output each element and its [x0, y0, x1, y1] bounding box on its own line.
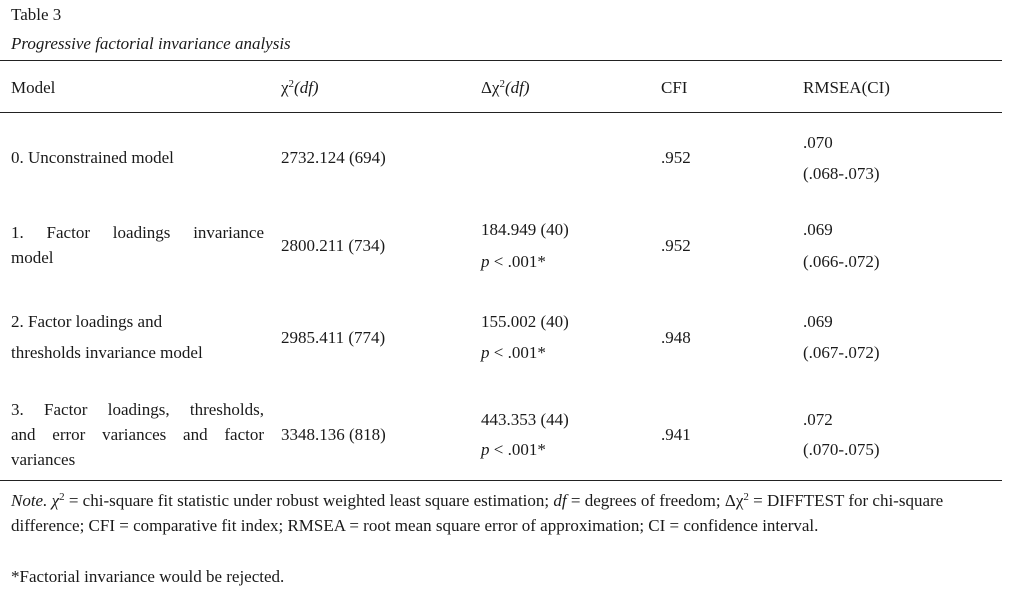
top-rule: [0, 60, 1002, 61]
row1-rmsea-ci: (.066-.072): [803, 252, 880, 271]
row2-model-line2: thresholds invariance model: [11, 343, 203, 362]
bottom-rule: [0, 480, 1002, 481]
row2-chi-square: 2985.411 (774): [281, 328, 386, 347]
row3-model-line3: variances: [11, 450, 76, 469]
row1-model-line2: model: [11, 248, 54, 267]
row2-delta-chi: 155.002 (40): [481, 312, 569, 331]
row3-rmsea: .072: [803, 410, 833, 429]
table-number: Table 3: [11, 5, 62, 24]
row3-model-line1: 3. Factor loadings, thresholds,: [11, 400, 264, 419]
row2-cfi: .948: [661, 328, 691, 347]
row3-rmsea-ci: (.070-.075): [803, 440, 880, 459]
row0-chi-square: 2732.124 (694): [281, 148, 386, 167]
row3-chi-square: 3348.136 (818): [281, 425, 386, 444]
row1-chi-square: 2800.211 (734): [281, 236, 386, 255]
row0-rmsea: .070: [803, 133, 833, 152]
header-rmsea: RMSEA(CI): [803, 78, 890, 97]
row0-cfi: .952: [661, 148, 691, 167]
note-label: Note.: [11, 491, 48, 510]
header-model: Model: [11, 78, 56, 97]
row2-rmsea-ci: (.067-.072): [803, 343, 880, 362]
header-delta-chi-square: $\Delta\chi^2(df)$: [481, 78, 530, 97]
row1-cfi: .952: [661, 236, 691, 255]
table-title: Progressive factorial invariance analysis: [11, 34, 291, 53]
row0-rmsea-ci: (.068-.073): [803, 164, 880, 183]
row3-cfi: .941: [661, 425, 691, 444]
header-rule: [0, 112, 1002, 113]
row1-delta-p: p < .001*: [481, 252, 546, 271]
table-footnote: *Factorial invariance would be rejected.: [11, 567, 285, 586]
row3-delta-p: p < .001*: [481, 440, 546, 459]
row1-rmsea: .069: [803, 220, 833, 239]
header-chi-square: $\chi^2(df)$: [281, 78, 319, 97]
note-chi-symbol: χ: [51, 491, 60, 510]
row2-delta-p: p < .001*: [481, 343, 546, 362]
row0-model: 0. Unconstrained model: [11, 148, 174, 167]
row2-model-line1: 2. Factor loadings and: [11, 312, 163, 331]
row3-delta-chi: 443.353 (44): [481, 410, 569, 429]
row1-delta-chi: 184.949 (40): [481, 220, 569, 239]
table-note: Note. $\chi^2$ = chi-square fit statistic under robust weighted least square estimation; df = degrees of freedom; $\Delta\chi^2$ = DIFFTEST for chi-square difference; CFI = comparative fit index; RMSEA = root mean square error of approximation; CI = confidence interval.: [11, 491, 944, 535]
row3-model-line2: and error variances and factor: [11, 425, 264, 444]
header-cfi: CFI: [661, 78, 688, 97]
row2-rmsea: .069: [803, 312, 833, 331]
row1-model-line1: 1. Factor loadings invariance: [11, 223, 264, 242]
